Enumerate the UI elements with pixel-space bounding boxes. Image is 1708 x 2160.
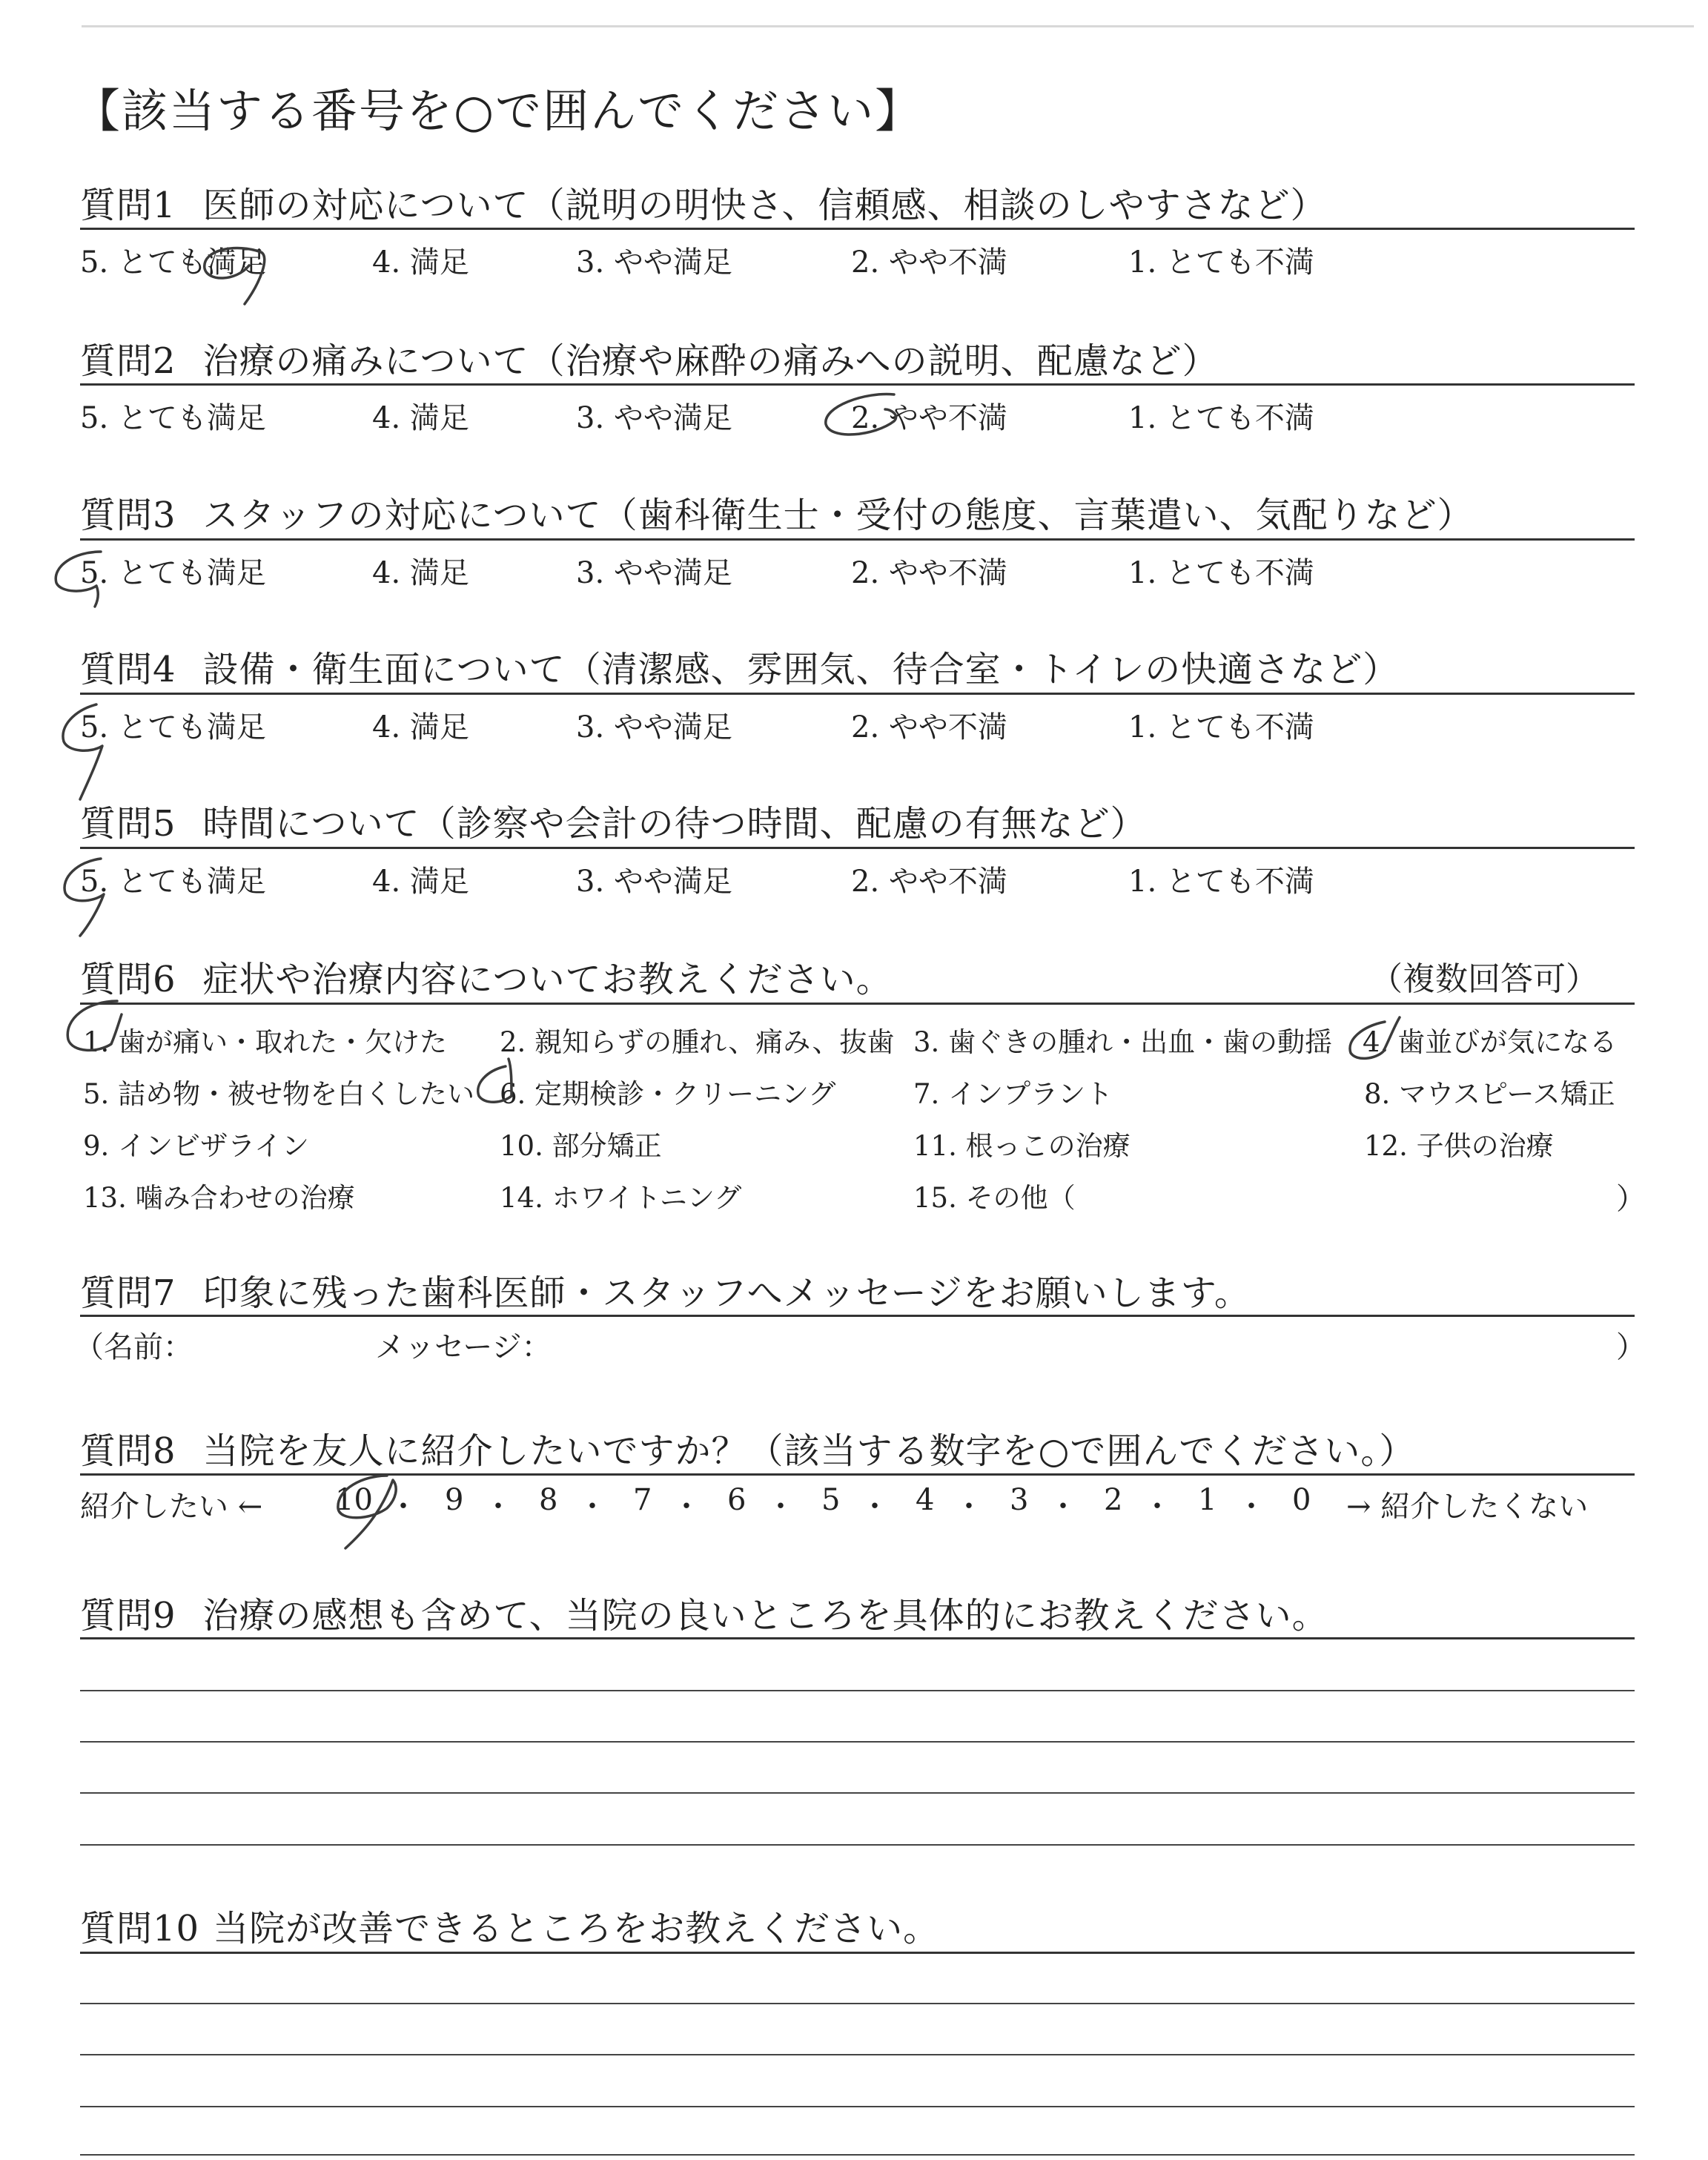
question-8 xyxy=(80,1422,1415,1473)
scale-7[interactable]: 7 xyxy=(633,1483,652,1517)
name-label: （名前： xyxy=(74,1330,193,1364)
question-6-text: 症状や治療内容についてお教えください。 xyxy=(202,959,893,1000)
question-5-rule xyxy=(80,847,1635,849)
q6-option-2[interactable]: 2. 親知らずの腫れ、痛み、抜歯 xyxy=(500,1026,895,1058)
scale-separator: ・ xyxy=(860,1490,890,1524)
q2-option-3[interactable]: 3. やや満足 xyxy=(576,401,732,435)
scale-8[interactable]: 8 xyxy=(539,1483,558,1517)
q5-option-4[interactable]: 4. 満足 xyxy=(372,865,469,899)
q10-answer-line[interactable] xyxy=(80,2054,1635,2055)
question-3-label: 質問3 xyxy=(80,495,176,536)
message-label: メッセージ： xyxy=(375,1330,552,1364)
top-border-line xyxy=(82,25,1694,27)
q6-option-9[interactable]: 9. インビザライン xyxy=(83,1130,309,1162)
q3-option-4[interactable]: 4. 満足 xyxy=(372,556,469,590)
question-4-label: 質問4 xyxy=(80,649,176,690)
q6-option-8[interactable]: 8. マウスピース矯正 xyxy=(1364,1078,1615,1110)
question-1-rule xyxy=(80,228,1635,230)
q5-option-2[interactable]: 2. やや不満 xyxy=(851,865,1007,899)
question-8-rule xyxy=(80,1473,1635,1476)
question-6-rule xyxy=(80,1003,1635,1005)
q1-option-3[interactable]: 3. やや満足 xyxy=(576,245,732,280)
q2-option-2[interactable]: 2. やや不満 xyxy=(851,401,1007,435)
question-10-text: 当院が改善できるところをお教えください。 xyxy=(213,1908,940,1949)
question-7-label: 質問7 xyxy=(80,1272,176,1314)
q6-option-5[interactable]: 5. 詰め物・被せ物を白くしたい xyxy=(83,1078,475,1110)
q6-option-3[interactable]: 3. 歯ぐきの腫れ・出血・歯の動揺 xyxy=(913,1026,1333,1058)
q1-option-2[interactable]: 2. やや不満 xyxy=(851,245,1007,280)
q9-answer-line[interactable] xyxy=(80,1741,1635,1743)
q6-option-1[interactable]: 1. 歯が痛い・取れた・欠けた xyxy=(83,1026,448,1058)
page-title: 【該当する番号を○で囲んでください】 xyxy=(74,84,923,138)
question-6 xyxy=(80,951,893,1002)
question-2-label: 質問2 xyxy=(80,340,176,382)
scale-separator: ・ xyxy=(577,1490,607,1524)
question-6-label: 質問6 xyxy=(80,959,176,1000)
q4-option-2[interactable]: 2. やや不満 xyxy=(851,710,1007,744)
question-7-text: 印象に残った歯科医師・スタッフへメッセージをお願いします。 xyxy=(202,1272,1251,1314)
recommend-right-label: → 紹介したくない xyxy=(1346,1490,1589,1524)
scale-2[interactable]: 2 xyxy=(1104,1483,1123,1517)
scale-1[interactable]: 1 xyxy=(1198,1483,1217,1517)
q4-option-3[interactable]: 3. やや満足 xyxy=(576,710,732,744)
recommend-left-label: 紹介したい ← xyxy=(80,1490,263,1524)
question-3 xyxy=(80,486,1474,538)
scale-separator: ・ xyxy=(766,1490,795,1524)
question-1-text: 医師の対応について（説明の明快さ、信頼感、相談のしやすさなど） xyxy=(202,185,1327,226)
question-2-rule xyxy=(80,383,1635,386)
scale-separator: ・ xyxy=(388,1490,418,1524)
question-5 xyxy=(80,795,1147,846)
question-3-rule xyxy=(80,538,1635,541)
question-4-text: 設備・衛生面について（清潔感、雰囲気、待合室・トイレの快適さなど） xyxy=(202,649,1400,690)
q6-option-7[interactable]: 7. インプラント xyxy=(913,1078,1113,1110)
q1-option-4[interactable]: 4. 満足 xyxy=(372,245,469,280)
q2-option-1[interactable]: 1. とても不満 xyxy=(1128,401,1314,435)
scale-separator: ・ xyxy=(672,1490,701,1524)
q6-option-11[interactable]: 11. 根っこの治療 xyxy=(913,1130,1131,1162)
question-2-text: 治療の痛みについて（治療や麻酔の痛みへの説明、配慮など） xyxy=(202,340,1219,382)
q1-option-1[interactable]: 1. とても不満 xyxy=(1128,245,1314,280)
question-9-rule xyxy=(80,1637,1635,1639)
q6-option-6[interactable]: 6. 定期検診・クリーニング xyxy=(500,1078,836,1110)
question-9-text: 治療の感想も含めて、当院の良いところを具体的にお教えください。 xyxy=(202,1595,1328,1636)
scale-separator: ・ xyxy=(483,1490,513,1524)
question-4-rule xyxy=(80,693,1635,695)
q10-answer-line[interactable] xyxy=(80,2154,1635,2156)
q9-answer-line[interactable] xyxy=(80,1690,1635,1691)
question-1-label: 質問1 xyxy=(80,185,176,226)
scale-separator: ・ xyxy=(1237,1490,1266,1524)
q3-option-3[interactable]: 3. やや満足 xyxy=(576,556,732,590)
question-4 xyxy=(80,641,1399,692)
q4-option-1[interactable]: 1. とても不満 xyxy=(1128,710,1314,744)
q1-option-5[interactable]: 5. とても満足 xyxy=(80,245,266,280)
q6-option-4[interactable]: 4. 歯並びが気になる xyxy=(1363,1026,1618,1058)
question-9-label: 質問9 xyxy=(80,1595,176,1636)
question-1 xyxy=(80,176,1327,228)
scale-separator: ・ xyxy=(954,1490,984,1524)
q9-answer-line[interactable] xyxy=(80,1792,1635,1794)
scale-4[interactable]: 4 xyxy=(916,1483,935,1517)
scale-5[interactable]: 5 xyxy=(821,1483,841,1517)
q6-option-14[interactable]: 14. ホワイトニング xyxy=(500,1182,742,1214)
q6-option-10[interactable]: 10. 部分矯正 xyxy=(500,1130,662,1162)
q5-option-1[interactable]: 1. とても不満 xyxy=(1128,865,1314,899)
q10-answer-line[interactable] xyxy=(80,2106,1635,2107)
q5-option-3[interactable]: 3. やや満足 xyxy=(576,865,732,899)
q4-option-4[interactable]: 4. 満足 xyxy=(372,710,469,744)
question-8-text: 当院を友人に紹介したいですか？（該当する数字を○で囲んでください。） xyxy=(202,1430,1416,1472)
question-3-text: スタッフの対応について（歯科衛生士・受付の態度、言葉遣い、気配りなど） xyxy=(202,495,1474,536)
q6-option-12[interactable]: 12. 子供の治療 xyxy=(1364,1130,1554,1162)
scale-10[interactable]: 10 xyxy=(335,1483,373,1517)
question-8-label: 質問8 xyxy=(80,1430,176,1472)
question-10-label: 質問10 xyxy=(80,1908,200,1949)
q7-close-paren: ） xyxy=(1616,1330,1646,1364)
question-5-label: 質問5 xyxy=(80,803,176,845)
question-2 xyxy=(80,332,1219,383)
question-7-rule xyxy=(80,1315,1635,1317)
q2-option-5[interactable]: 5. とても満足 xyxy=(80,401,266,435)
question-10-rule xyxy=(80,1952,1635,1954)
q6-option-13[interactable]: 13. 噛み合わせの治療 xyxy=(83,1182,355,1214)
scale-0[interactable]: 0 xyxy=(1292,1483,1311,1517)
question-5-text: 時間について（診察や会計の待つ時間、配慮の有無など） xyxy=(202,803,1147,845)
question-10 xyxy=(80,1900,939,1951)
multiple-answers-note: （複数回答可） xyxy=(1370,960,1598,998)
q6-other-close-paren: ） xyxy=(1616,1182,1646,1216)
scale-separator: ・ xyxy=(1048,1490,1078,1524)
q6-option-15[interactable]: 15. その他（ xyxy=(913,1182,1076,1214)
q3-option-1[interactable]: 1. とても不満 xyxy=(1128,556,1314,590)
q2-option-4[interactable]: 4. 満足 xyxy=(372,401,469,435)
scale-3[interactable]: 3 xyxy=(1010,1483,1029,1517)
scale-6[interactable]: 6 xyxy=(727,1483,747,1517)
q4-option-5[interactable]: 5. とても満足 xyxy=(80,710,266,744)
q9-answer-line[interactable] xyxy=(80,1844,1635,1846)
question-7 xyxy=(80,1264,1251,1315)
q10-answer-line[interactable] xyxy=(80,2003,1635,2004)
q3-option-5[interactable]: 5. とても満足 xyxy=(80,556,266,590)
question-9 xyxy=(80,1587,1328,1638)
q5-option-5[interactable]: 5. とても満足 xyxy=(80,865,266,899)
scale-separator: ・ xyxy=(1142,1490,1172,1524)
q3-option-2[interactable]: 2. やや不満 xyxy=(851,556,1007,590)
scale-9[interactable]: 9 xyxy=(445,1483,464,1517)
